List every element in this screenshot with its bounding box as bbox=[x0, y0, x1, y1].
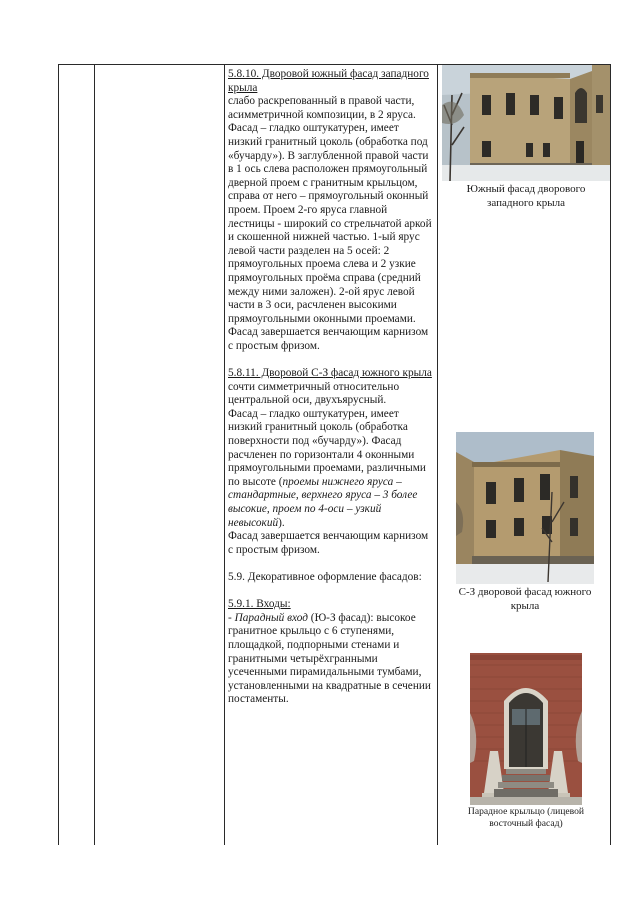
section-5-8-11-body: Фасад – гладко оштукатурен, имеет низкий гранитный цоколь (обработка поверхности под «бучарду»). Фасад расчленен по горизонтали 4 оконными прямоугольными проемами, различными по высоте (проемы нижнего яруса – стандартные, верхнего яруса – 3 более высокие, проем по 4-оси – узкий невысокий). bbox=[228, 407, 426, 529]
section-5-8-11-heading: 5.8.11. Дворовой С-З фасад южного крыла bbox=[228, 367, 432, 380]
table-column-rule bbox=[58, 64, 59, 845]
description-column bbox=[228, 68, 433, 707]
table-column-rule bbox=[94, 64, 95, 845]
section-5-8-11-cornice: Фасад завершается венчающим карнизом с простым фризом. bbox=[228, 530, 429, 556]
northwest-facade-photo bbox=[456, 432, 594, 584]
table-column-rule bbox=[610, 64, 611, 845]
south-facade-photo bbox=[442, 65, 610, 181]
main-entrance-label: - Парадный вход bbox=[228, 611, 308, 624]
table-column-rule bbox=[437, 64, 438, 845]
section-5-8-10-cornice: Фасад завершается венчающим карнизом с простым фризом. bbox=[228, 326, 429, 352]
front-porch-photo bbox=[470, 653, 582, 805]
section-5-8-10-heading: 5.8.10. Дворовой южный фасад западного крыла bbox=[228, 68, 429, 94]
caption-northwest-facade: С-З дворовой фасад южного крыла bbox=[458, 586, 592, 612]
section-5-8-11-intro: сочти симметричный относительно центральной оси, двухъярусный. bbox=[228, 380, 400, 407]
caption-south-facade: Южный фасад дворового западного крыла bbox=[466, 183, 586, 209]
section-5-8-10-intro: слабо раскрепованный в правой части, асимметричной композиции, в 2 яруса. bbox=[228, 95, 416, 121]
table-column-rule bbox=[224, 64, 225, 845]
section-5-9-heading: 5.9. Декоративное оформление фасадов: bbox=[228, 570, 422, 583]
section-5-9-1-body: - Парадный вход (Ю-З фасад): высокое гранитное крыльцо с 6 ступенями, площадкой, подпорными стенами и гранитными четырёхгранными усеченными пирамидальными тумбами, установленными на квадратные в сечении постаменты. bbox=[228, 611, 431, 706]
section-5-8-10-body: Фасад – гладко оштукатурен, имеет низкий гранитный цоколь (обработка под «бучарду»). В заглубленной правой части в 1 ось слева расположен прямоугольный дверной проем с гранитным крыльцом, справа от него – прямоугольный оконный проем. Проем 2-го яруса главной лестницы - широкий со стрельчатой аркой и скошенной нижней частью. 1-ый ярус левой части разделен на 5 осей: 2 прямоугольных проема слева и 2 узкие прямоугольных проёма справа (средний между ними заложен). 2-ой ярус левой части в 3 оси, расчленен высокими прямоугольными оконными проемами. bbox=[228, 122, 432, 325]
openings-note: проемы нижнего яруса – стандартные, верхнего яруса – 3 более высокие, проем по 4-оси – узкий невысокий bbox=[228, 475, 418, 529]
section-5-9-1-heading: 5.9.1. Входы: bbox=[228, 598, 291, 611]
caption-front-porch: Парадное крыльцо (лицевой восточный фасад) bbox=[467, 806, 585, 829]
